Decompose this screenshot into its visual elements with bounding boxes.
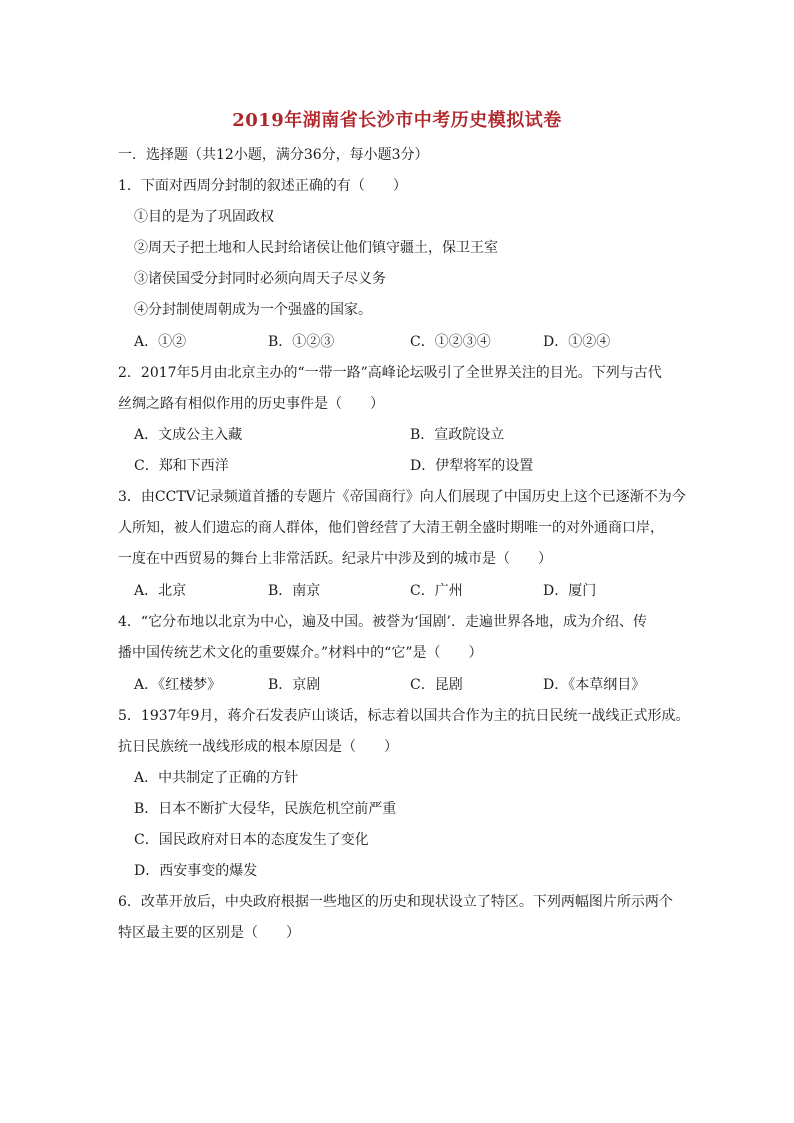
question-1-item-3: ③诸侯国受分封同时必须向周天子尽义务	[134, 271, 386, 287]
section-heading: 一．选择题（共12小题，满分36分，每小题3分）	[118, 147, 429, 163]
question-3-option-a: A．北京	[134, 583, 187, 599]
question-1-option-d: D．①②④	[543, 334, 611, 350]
question-2-option-c: C．郑和下西洋	[134, 458, 229, 474]
question-5-option-a: A．中共制定了正确的方针	[134, 770, 299, 786]
question-6-stem-line-2: 特区最主要的区别是（ ）	[118, 925, 300, 941]
question-5-stem-line-1: 5．1937年9月，蒋介石发表庐山谈话，标志着以国共合作为主的抗日民统一战线正式形成。	[118, 708, 690, 724]
question-2-stem-line-2: 丝绸之路有相似作用的历史事件是（ ）	[118, 396, 384, 412]
question-5-option-b: B．日本不断扩大侵华，民族危机空前严重	[134, 801, 397, 817]
question-3-stem-line-1: 3．由CCTV记录频道首播的专题片《帝国商行》向人们展现了中国历史上这个已逐渐不为今	[118, 489, 686, 505]
question-4-option-a: A．《红楼梦》	[134, 677, 222, 693]
question-4-stem-line-1: 4．“它分布地以北京为中心，遍及中国。被誉为‘国剧’．走遍世界各地，成为介绍、传	[118, 614, 647, 630]
question-1-item-4: ④分封制使周朝成为一个强盛的国家。	[134, 302, 372, 318]
question-1-item-2: ②周天子把土地和人民封给诸侯让他们镇守疆土，保卫王室	[134, 240, 498, 256]
question-4-stem-line-2: 播中国传统艺术文化的重要媒介。”材料中的“它”是（ ）	[118, 645, 483, 661]
question-2-option-d: D．伊犁将军的设置	[410, 458, 534, 474]
question-1-stem: 1．下面对西周分封制的叙述正确的有（ ）	[118, 178, 407, 194]
question-4-option-b: B．京剧	[268, 677, 321, 693]
question-6-stem-line-1: 6．改革开放后，中央政府根据一些地区的历史和现状设立了特区。下列两幅图片所示两个	[118, 894, 673, 910]
question-4-option-c: C．昆剧	[410, 677, 463, 693]
question-1-item-1: ①目的是为了巩固政权	[134, 209, 274, 225]
question-3-option-c: C．广州	[410, 583, 463, 599]
question-2-stem-line-1: 2．2017年5月由北京主办的“一带一路”高峰论坛吸引了全世界关注的目光。下列与古代	[118, 365, 662, 381]
question-4-option-d: D．《本草纲目》	[543, 677, 646, 693]
question-1-option-a: A．①②	[134, 334, 187, 350]
question-5-option-c: C．国民政府对日本的态度发生了变化	[134, 832, 369, 848]
question-2-option-a: A．文成公主入藏	[134, 427, 243, 443]
question-1-option-c: C．①②③④	[410, 334, 491, 350]
question-2-option-b: B．宣政院设立	[410, 427, 505, 443]
question-1-option-b: B．①②③	[268, 334, 335, 350]
question-3-option-b: B．南京	[268, 583, 321, 599]
question-5-stem-line-2: 抗日民族统一战线形成的根本原因是（ ）	[118, 739, 398, 755]
exam-title: 2019年湖南省长沙市中考历史模拟试卷	[232, 110, 562, 131]
question-3-stem-line-3: 一度在中西贸易的舞台上非常活跃。纪录片中涉及到的城市是（ ）	[118, 551, 552, 567]
question-5-option-d: D．西安事变的爆发	[134, 863, 258, 879]
question-3-stem-line-2: 人所知，被人们遗忘的商人群体，他们曾经营了大清王朝全盛时期唯一的对外通商口岸，	[118, 520, 664, 536]
question-3-option-d: D．厦门	[543, 583, 597, 599]
